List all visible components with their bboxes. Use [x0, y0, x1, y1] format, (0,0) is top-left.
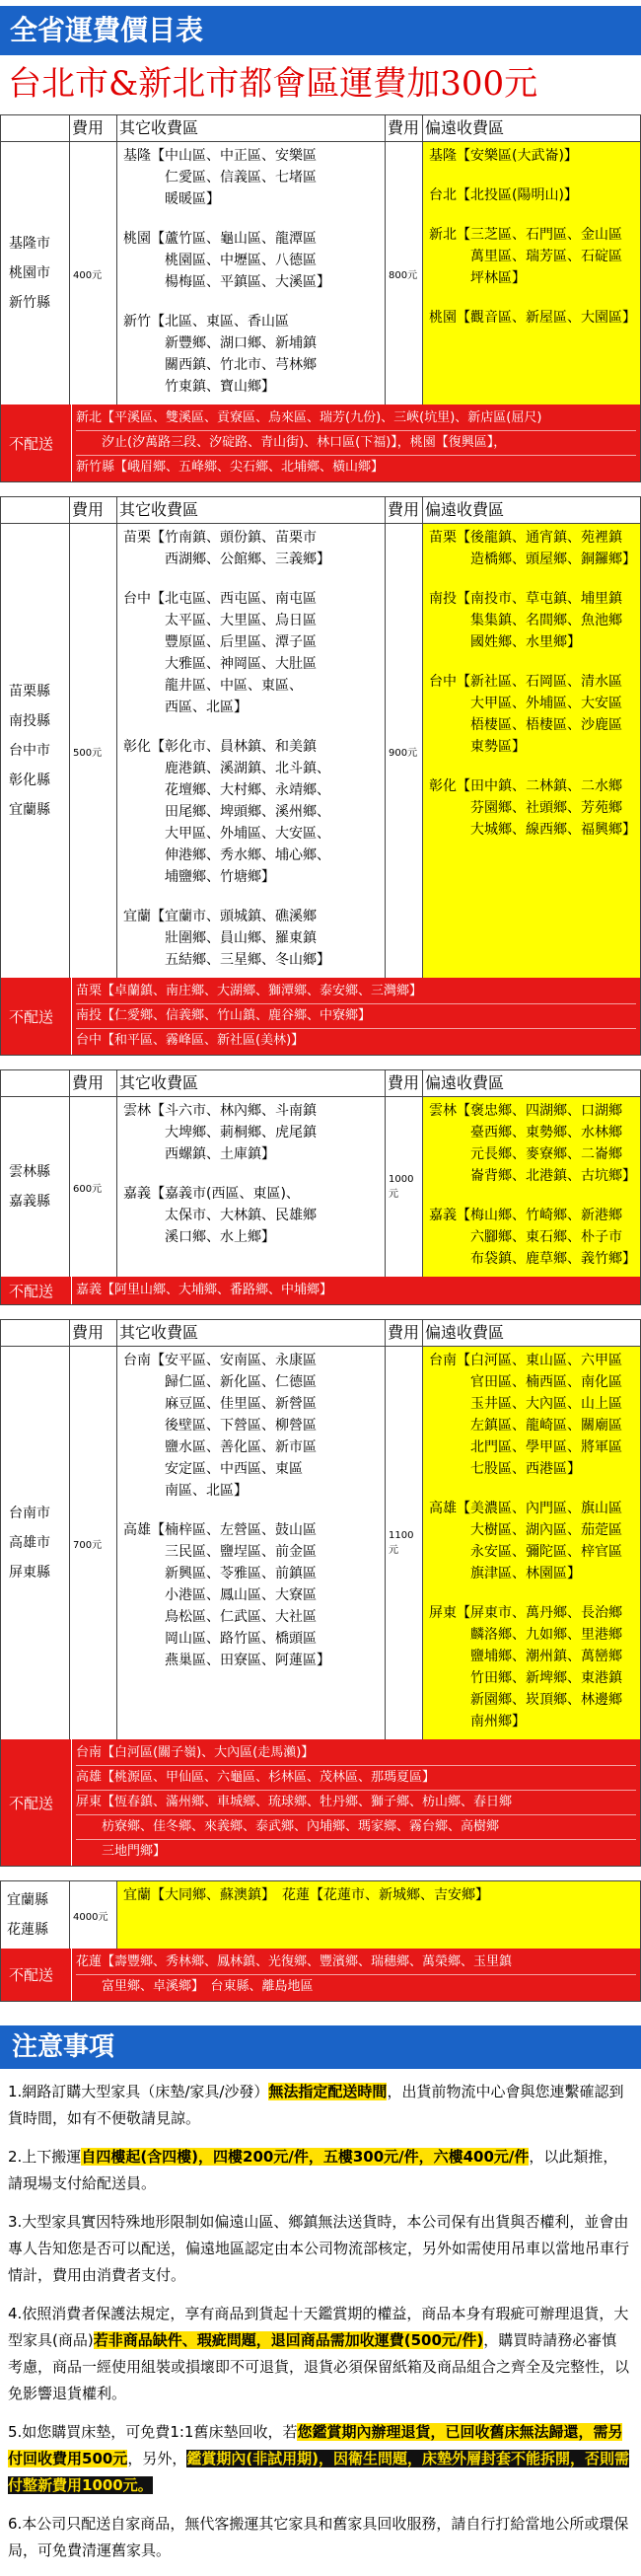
no-delivery-label: 不配送: [1, 1949, 72, 2001]
header-cell: 費用: [70, 1320, 117, 1346]
page-title: 全省運費價目表: [0, 6, 641, 55]
note-text: 6.本公司只配送自家商品，無代客搬運其它家具和舊家具回收服務，請自行打給當地公所或環保局，可免費清運舊家具。: [8, 2515, 629, 2559]
highlight-text: 無法指定配送時間: [268, 2083, 388, 2100]
no-delivery-line: 屏東【恆春鎮、滿州鄉、車城鄉、琉球鄉、牡丹鄉、獅子鄉、枋山鄉、春日鄉: [76, 1791, 636, 1815]
area-group: 台北【北投區(陽明山)】: [429, 187, 578, 203]
header-cell: 費用: [70, 1070, 117, 1096]
column-header: [1, 497, 640, 524]
header-cell: 費用: [386, 1320, 423, 1346]
region-body: [1, 524, 640, 978]
column-header: [1, 1320, 640, 1347]
header-cell: 其它收費區: [117, 115, 386, 141]
header-cell: 偏遠收費區: [425, 1073, 505, 1092]
area-group: 雲林【褒忠鄉、四湖鄉、口湖鄉 臺西鄉、東勢鄉、水林鄉 元長鄉、麥寮鄉、二崙鄉 崙背鄉、北港鎮、古坑鄉】: [429, 1103, 636, 1184]
other-areas: [117, 524, 386, 978]
note-text: 4.依照消費者保護法規定，享有商品到貨起十天鑑賞期的權益，商品本身有瑕疵可辦理退貨，大型家具(商品): [8, 2305, 629, 2349]
note-text: ，以此類推，請現場支付給配送員。: [8, 2148, 618, 2192]
area-group: 基隆【安樂區(大武崙)】: [429, 148, 578, 164]
other-areas: [117, 142, 386, 405]
other-areas: [117, 1347, 386, 1739]
remote-fee: 900元: [386, 524, 423, 978]
remote-areas: [423, 1097, 640, 1277]
note-item: [8, 2511, 631, 2564]
no-delivery-line: 富里鄉、卓溪鄉】 台東縣、離島地區: [76, 1979, 314, 1994]
header-blank: [1, 1070, 70, 1096]
note-item: [8, 2144, 631, 2197]
region-block: [0, 114, 641, 482]
header-cell: 偏遠收費區: [425, 500, 505, 519]
no-delivery-line: 嘉義【阿里山鄉、大埔鄉、番路鄉、中埔鄉】: [76, 1283, 333, 1297]
note-text: ，購買時請務必審慎考慮，商品一經使用組裝或損壞即不可退貨，退貨必須保留紙箱及商品組合之齊全及完整性，以免影響退貨權利。: [8, 2331, 630, 2402]
area-group: 嘉義【嘉義市(西區、東區)、 太保市、大林鎮、民雄鄉 溪口鄉、水上鄉】: [123, 1186, 317, 1245]
area-group: 彰化【彰化市、員林鎮、和美鎮 鹿港鎮、溪湖鎮、北斗鎮、 花壇鄉、大村鄉、永靖鄉、 田尾鄉、埤頭鄉、溪州鄉、 大甲區、外埔區、大安區、 伸港鄉、秀水鄉、埔心鄉、 埔鹽鄉、竹塘鄉】: [123, 739, 330, 885]
no-delivery-list: [72, 405, 640, 481]
region-name: 雲林縣 嘉義縣: [1, 1097, 70, 1277]
no-delivery-line: 台南【白河區(關子嶺)、大內區(走馬瀨)】: [76, 1741, 636, 1766]
other-areas: [117, 1097, 386, 1277]
area-group: 苗栗【後龍鎮、通宵鎮、苑裡鎮 造橋鄉、頭屋鄉、銅鑼鄉】: [429, 530, 636, 567]
no-delivery-label: 不配送: [1, 1277, 72, 1304]
note-text: 1.網路訂購大型家具（床墊/家具/沙發）: [8, 2083, 269, 2100]
remote-fee: 1100元: [386, 1347, 423, 1739]
area-group: 台南【安平區、安南區、永康區 歸仁區、新化區、仁德區 麻豆區、佳里區、新營區 後壁區、下營區、柳營區 鹽水區、善化區、新市區 安定區、中西區、東區 南區、北區】: [123, 1353, 317, 1499]
note-item: [8, 2419, 631, 2499]
area-group: 台中【北屯區、西屯區、南屯區 太平區、大里區、烏日區 豐原區、后里區、潭子區 大雅區、神岡區、大肚區 龍井區、中區、東區、 西區、北區】: [123, 591, 317, 715]
area-group: 宜蘭【宜蘭市、頭城鎮、礁溪鄉 壯圍鄉、員山鄉、羅東鎮 五結鄉、三星鄉、冬山鄉】: [123, 909, 330, 968]
remote-areas: [117, 1881, 640, 1949]
header-cell: 費用: [70, 497, 117, 523]
no-delivery-line: 枋寮鄉、佳冬鄉、來義鄉、泰武鄉、內埔鄉、瑪家鄉、霧台鄉、高樹鄉: [76, 1815, 636, 1840]
no-delivery-row: [1, 1739, 640, 1866]
header-cell: 其它收費區: [117, 497, 386, 523]
header-cell: 費用: [70, 115, 117, 141]
note-item: [8, 2209, 631, 2289]
region-fee: 500元: [70, 524, 117, 978]
no-delivery-list: [72, 1739, 640, 1866]
header-blank: [1, 497, 70, 523]
header-blank: [1, 115, 70, 141]
area-group: 新北【三芝區、石門區、金山區 萬里區、瑞芳區、石碇區 坪林區】: [429, 227, 622, 286]
no-delivery-row: [1, 1949, 640, 2001]
region-fee: 700元: [70, 1347, 117, 1739]
area-group: 新竹【北區、東區、香山區 新豐鄉、湖口鄉、新埔鎮 關西鎮、竹北市、芎林鄉 竹東鎮、寶山鄉】: [123, 314, 317, 395]
no-delivery-list: [72, 978, 640, 1055]
area-group: 基隆【中山區、中正區、安樂區 仁愛區、信義區、七堵區 暖暖區】: [123, 148, 317, 207]
no-delivery-label: 不配送: [1, 1739, 72, 1866]
column-header: [1, 115, 640, 142]
region-body: [1, 1097, 640, 1277]
remote-areas: [423, 142, 640, 405]
remote-fee: 1000元: [386, 1097, 423, 1277]
note-text: 5.如您購買床墊，可免費1:1舊床墊回收，若: [8, 2423, 298, 2441]
remote-areas: [423, 524, 640, 978]
note-text: 2.上下搬運: [8, 2148, 82, 2166]
area-group: 宜蘭【大同鄉、蘇澳鎮】 花蓮【花蓮市、新城鄉、吉安鄉】: [123, 1887, 489, 1903]
header-cell: 費用: [386, 115, 423, 141]
area-group: 台中【新社區、石岡區、清水區 大甲區、外埔區、大安區 梧棲區、梧棲區、沙鹿區 東勢區】: [429, 674, 622, 755]
page: [0, 6, 641, 2564]
no-delivery-row: [1, 1277, 640, 1304]
region-fee: 400元: [70, 142, 117, 405]
header-cell: 偏遠收費區: [425, 1323, 505, 1342]
no-delivery-line: 花蓮【壽豐鄉、秀林鄉、鳳林鎮、光復鄉、豐濱鄉、瑞穗鄉、萬榮鄉、玉里鎮: [76, 1950, 636, 1975]
area-group: 台南【白河區、東山區、六甲區 官田區、楠西區、南化區 玉井區、大內區、山上區 左鎮區、龍崎區、關廟區 北門區、學甲區、將軍區 七股區、西港區】: [429, 1353, 622, 1477]
note-item: [8, 2301, 631, 2407]
area-group: 高雄【美濃區、內門區、旗山區 大樹區、湖內區、茄萣區 永安區、彌陀區、梓官區 旗津區、林園區】: [429, 1501, 622, 1582]
area-group: 苗栗【竹南鎮、頭份鎮、苗栗市 西湖鄉、公館鄉、三義鄉】: [123, 530, 330, 567]
note-text: 3.大型家具實因特殊地形限制如偏遠山區、鄉鎮無法送貨時，本公司保有出貨與否權利，並會由專人告知您是否可以配送，偏遠地區認定由本公司物流部核定，另外如需使用吊車以當地吊車行情計，費用由消費者支付。: [8, 2213, 630, 2284]
header-blank: [1, 1320, 70, 1346]
region-body: [1, 142, 640, 405]
highlight-text: 若非商品缺件、瑕疵問題，退回商品需加收運費(500元/件): [93, 2331, 484, 2349]
highlight-text: 您鑑賞期內辦理退貨，已回收舊床無法歸還，需另付回收費用500元: [8, 2423, 623, 2467]
page-subtitle: 台北市&新北市都會區運費加300元: [8, 64, 538, 104]
header-cell: 偏遠收費區: [425, 118, 505, 137]
header-cell: 其它收費區: [117, 1070, 386, 1096]
area-group: 南投【南投市、草屯鎮、埔里鎮 集集鎮、名間鄉、魚池鄉 國姓鄉、水里鄉】: [429, 591, 622, 650]
remote-areas: [423, 1347, 640, 1739]
highlight-text: 自四樓起(含四樓)，四樓200元/件，五樓300元/件，六樓400元/件: [81, 2148, 530, 2166]
no-delivery-list: [72, 1277, 640, 1304]
highlight-text: 鑑賞期內(非試用期)，因衛生問題，床墊外層封套不能拆開，否則需付整新費用1000元。: [8, 2450, 630, 2494]
area-group: 彰化【田中鎮、二林鎮、二水鄉 芬園鄉、社頭鄉、芳苑鄉 大城鄉、線西鄉、福興鄉】: [429, 778, 636, 838]
header-cell: 費用: [386, 497, 423, 523]
region-block: [0, 496, 641, 1056]
notice-title: 注意事項: [0, 2025, 641, 2069]
area-group: 高雄【楠梓區、左營區、鼓山區 三民區、鹽埕區、前金區 新興區、苓雅區、前鎮區 小港區、鳳山區、大寮區 鳥松區、仁武區、大社區 岡山區、路竹區、橋頭區 燕巢區、田寮區、阿蓮區】: [123, 1522, 330, 1668]
note-text: ，出貨前物流中心會與您連繫確認到貨時間，如有不便敬請見諒。: [8, 2083, 624, 2127]
region-body: [1, 1881, 640, 1949]
regions-container: [0, 114, 641, 2002]
no-delivery-label: 不配送: [1, 405, 72, 481]
no-delivery-line: 高雄【桃源區、甲仙區、六龜區、杉林區、茂林區、那瑪夏區】: [76, 1766, 636, 1791]
region-name: 基隆市 桃園市 新竹縣: [1, 142, 70, 405]
note-text: ，另外，: [127, 2450, 187, 2467]
header-cell: 其它收費區: [117, 1320, 386, 1346]
region-block: [0, 1069, 641, 1305]
no-delivery-line: 南投【仁愛鄉、信義鄉、竹山鎮、鹿谷鄉、中寮鄉】: [76, 1004, 636, 1029]
area-group: 雲林【斗六市、林內鄉、斗南鎮 大埤鄉、莿桐鄉、虎尾鎮 西螺鎮、土庫鎮】: [123, 1103, 317, 1162]
region-fee: 4000元: [70, 1881, 117, 1949]
header-cell: 費用: [386, 1070, 423, 1096]
region-body: [1, 1347, 640, 1739]
region-block: [0, 1319, 641, 1867]
no-delivery-list: [72, 1949, 640, 2001]
no-delivery-line: 三地門鄉】: [76, 1844, 167, 1859]
note-item: [8, 2079, 631, 2132]
no-delivery-line: 新北【平溪區、雙溪區、貢寮區、烏來區、瑞芳(九份)、三峽(坑里)、新店區(屈尺): [76, 406, 636, 431]
region-name: 台南市 高雄市 屏東縣: [1, 1347, 70, 1739]
area-group: 桃園【觀音區、新屋區、大園區】: [429, 310, 636, 326]
remote-fee: 800元: [386, 142, 423, 405]
no-delivery-line: 苗栗【卓蘭鎮、南庄鄉、大湖鄉、獅潭鄉、泰安鄉、三灣鄉】: [76, 980, 636, 1004]
column-header: [1, 1070, 640, 1097]
no-delivery-label: 不配送: [1, 978, 72, 1055]
no-delivery-row: [1, 405, 640, 481]
region-fee: 600元: [70, 1097, 117, 1277]
region-name: 苗栗縣 南投縣 台中市 彰化縣 宜蘭縣: [1, 524, 70, 978]
region-name: 宜蘭縣 花蓮縣: [1, 1881, 70, 1949]
no-delivery-line: 新竹縣【峨眉鄉、五峰鄉、尖石鄉、北埔鄉、橫山鄉】: [76, 460, 385, 475]
area-group: 桃園【蘆竹區、龜山區、龍潭區 桃園區、中壢區、八德區 楊梅區、平鎮區、大溪區】: [123, 231, 330, 290]
area-group: 屏東【屏東市、萬丹鄉、長治鄉 麟洛鄉、九如鄉、里港鄉 鹽埔鄉、潮州鎮、萬巒鄉 竹田鄉、新埤鄉、東港鎮 新園鄉、崁頂鄉、林邊鄉 南州鄉】: [429, 1605, 622, 1730]
notes-list: [0, 2069, 641, 2564]
no-delivery-line: 台中【和平區、霧峰區、新社區(美林)】: [76, 1033, 305, 1048]
no-delivery-line: 汐止(汐萬路三段、汐碇路、青山街)、林口區(下福)】，桃園【復興區】，: [76, 431, 636, 456]
region-block: [0, 1880, 641, 2002]
no-delivery-row: [1, 978, 640, 1055]
area-group: 嘉義【梅山鄉、竹崎鄉、新港鄉 六腳鄉、東石鄉、朴子市 布袋鎮、鹿草鄉、義竹鄉】: [429, 1208, 636, 1267]
